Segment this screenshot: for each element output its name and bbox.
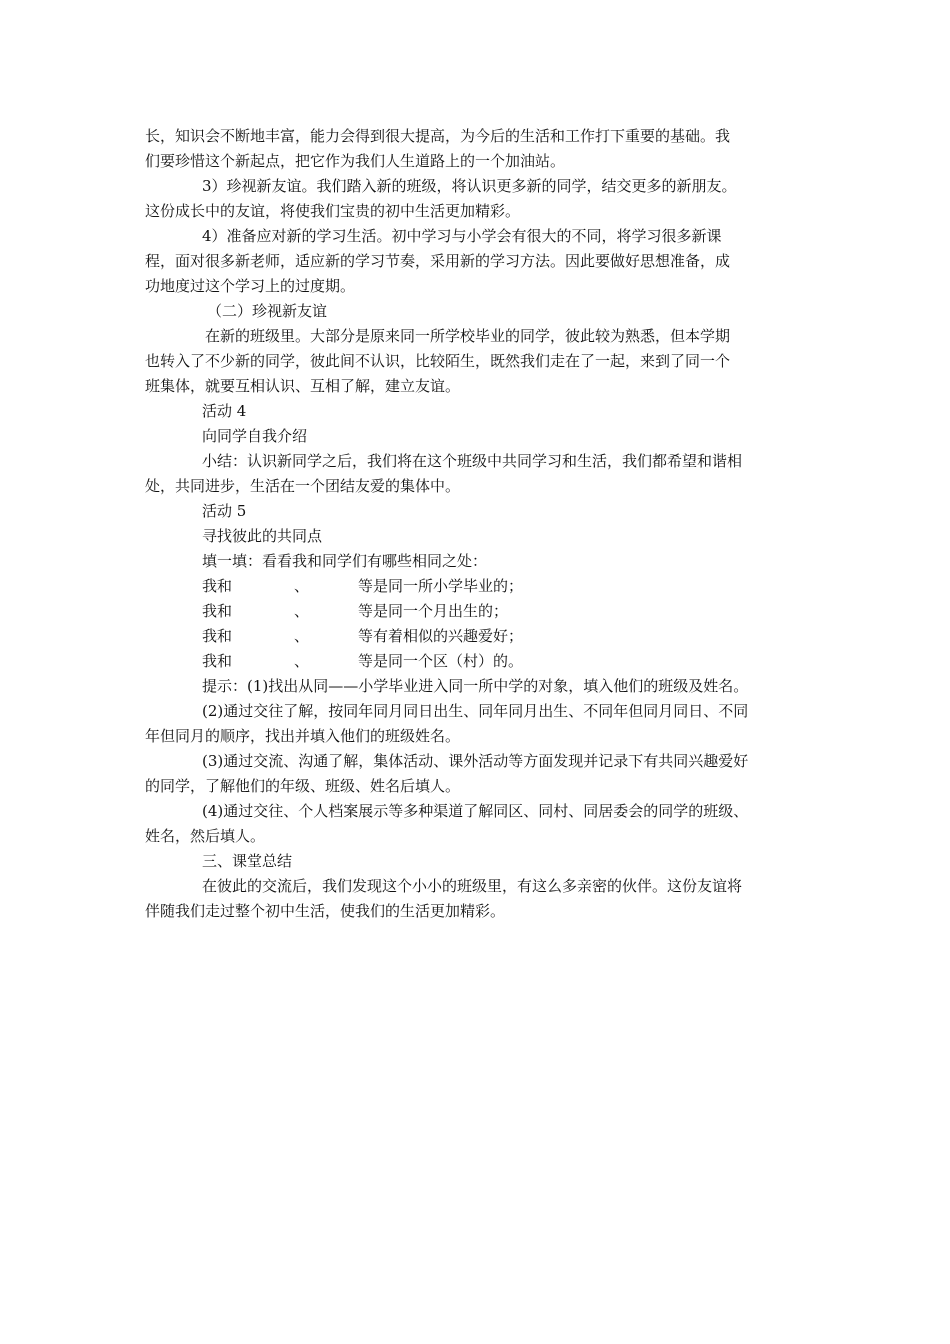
hint-line: 年但同月的顺序，找出并填入他们的班级姓名。 — [145, 727, 461, 745]
hint-line: 姓名，然后填人。 — [145, 827, 266, 845]
fill-row-separator: 、 — [294, 652, 310, 670]
section-heading: 三、课堂总结 — [202, 852, 293, 870]
hint-line: (4)通过交往、个人档案展示等多种渠道了解同区、同村、同居委会的同学的班级、 — [202, 802, 749, 820]
paragraph-line: 在彼此的交流后，我们发现这个小小的班级里，有这么多亲密的伙伴。这份友谊将 — [202, 877, 743, 895]
paragraph-line: 们要珍惜这个新起点，把它作为我们人生道路上的一个加油站。 — [145, 152, 566, 170]
document-body — [145, 124, 810, 924]
fill-row-text: 等是同一个区（村）的。 — [358, 652, 524, 670]
fill-row-separator: 、 — [294, 627, 310, 645]
fill-row-prefix: 我和 — [202, 627, 233, 645]
paragraph-line: 在新的班级里。大部分是原来同一所学校毕业的同学，彼此较为熟悉，但本学期 — [205, 327, 731, 345]
paragraph-line: 这份成长中的友谊，将使我们宝贵的初中生活更加精彩。 — [145, 202, 521, 220]
activity-title: 寻找彼此的共同点 — [202, 527, 323, 545]
hint-line: (3)通过交流、沟通了解，集体活动、课外活动等方面发现并记录下有共同兴趣爱好 — [202, 752, 749, 770]
fill-row-text: 等有着相似的兴趣爱好； — [358, 627, 524, 645]
fill-row-prefix: 我和 — [202, 602, 233, 620]
section-heading: （二）珍视新友谊 — [207, 302, 328, 320]
hint-line: 的同学，了解他们的年级、班级、姓名后填人。 — [145, 777, 461, 795]
hint-line: (2)通过交往了解，按同年同月同日出生、同年同月出生、不同年但同月同日、不同 — [202, 702, 749, 720]
activity-title: 向同学自我介绍 — [202, 427, 308, 445]
activity-label: 活动 5 — [202, 502, 247, 520]
hint-line: 提示：(1)找出从同——小学毕业进入同一所中学的对象，填入他们的班级及姓名。 — [202, 677, 749, 695]
paragraph-line: 长，知识会不断地丰富，能力会得到很大提高，为今后的生活和工作打下重要的基础。我 — [145, 127, 731, 145]
paragraph-line: 功地度过这个学习上的过度期。 — [145, 277, 356, 295]
paragraph-line: 程，面对很多新老师，适应新的学习节奏，采用新的学习方法。因此要做好思想准备，成 — [145, 252, 731, 270]
fill-row — [145, 574, 810, 599]
paragraph-line: 3）珍视新友谊。我们踏入新的班级，将认识更多新的同学，结交更多的新朋友。 — [202, 177, 737, 195]
fill-row-text: 等是同一所小学毕业的； — [358, 577, 524, 595]
fill-row-prefix: 我和 — [202, 577, 233, 595]
paragraph-line: 小结：认识新同学之后，我们将在这个班级中共同学习和生活，我们都希望和谐相 — [202, 452, 743, 470]
fill-row — [145, 649, 810, 674]
paragraph-line: 也转入了不少新的同学，彼此间不认识，比较陌生，既然我们走在了一起，来到了同一个 — [145, 352, 731, 370]
paragraph-line: 伴随我们走过整个初中生活，使我们的生活更加精彩。 — [145, 902, 506, 920]
fill-row-text: 等是同一个月出生的； — [358, 602, 509, 620]
fill-row — [145, 624, 810, 649]
fill-row-prefix: 我和 — [202, 652, 233, 670]
fill-row-separator: 、 — [294, 602, 310, 620]
paragraph-line: 处，共同进步，生活在一个团结友爱的集体中。 — [145, 477, 461, 495]
activity-label: 活动 4 — [202, 402, 247, 420]
fill-row-separator: 、 — [294, 577, 310, 595]
paragraph-line: 班集体，就要互相认识、互相了解，建立友谊。 — [145, 377, 461, 395]
paragraph-line: 4）准备应对新的学习生活。初中学习与小学会有很大的不同，将学习很多新课 — [202, 227, 722, 245]
fill-row — [145, 599, 810, 624]
fill-intro: 填一填：看看我和同学们有哪些相同之处： — [202, 552, 488, 570]
